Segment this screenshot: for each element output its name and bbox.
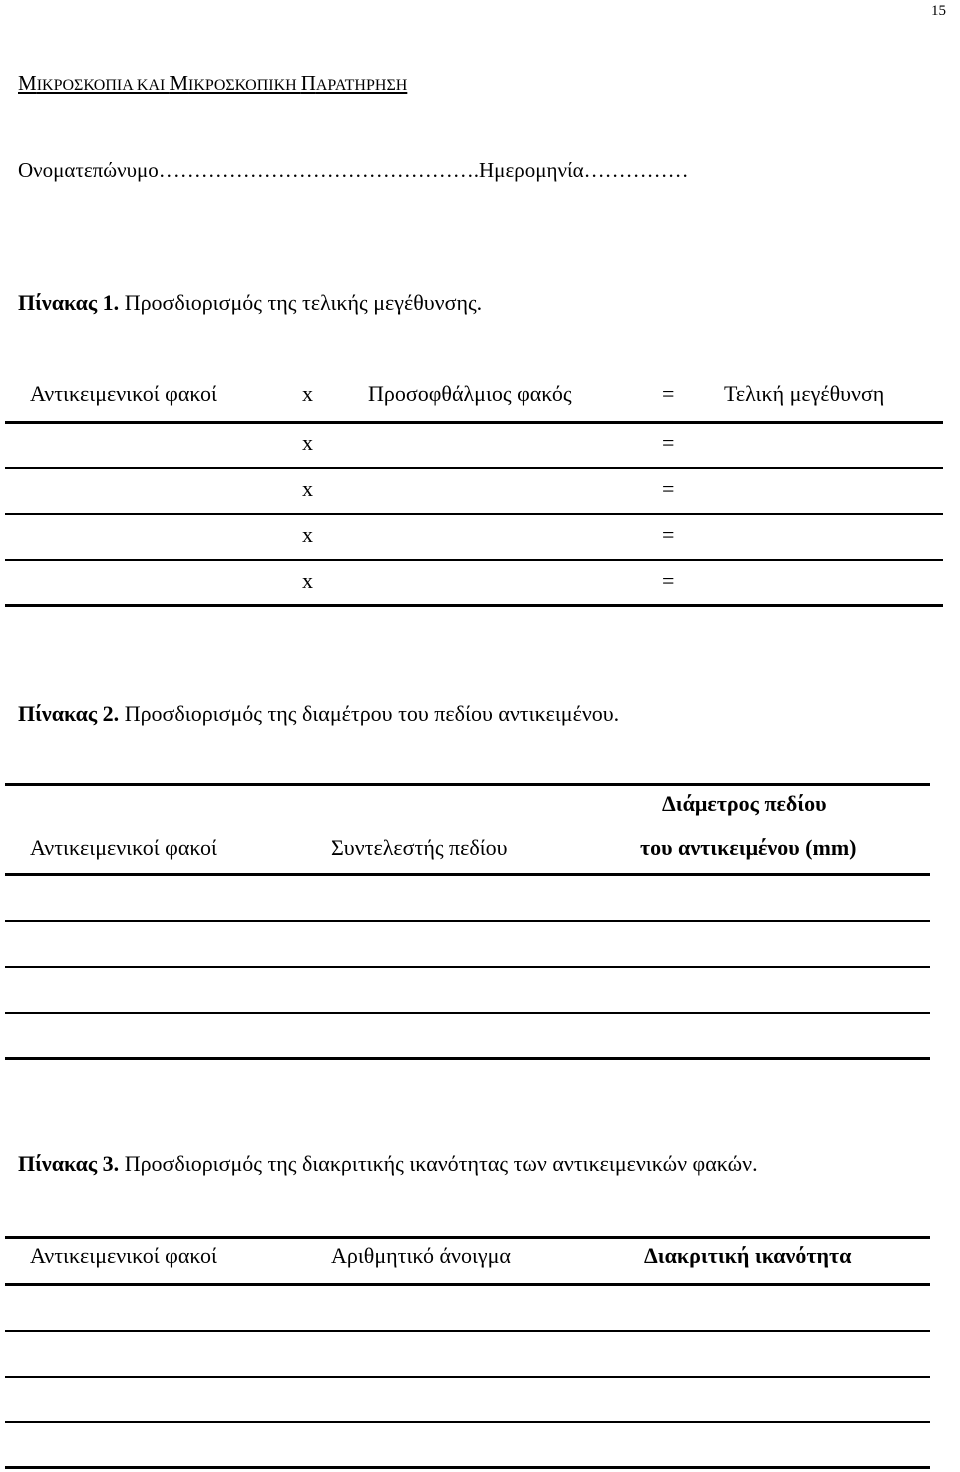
date-dots: …………… [583, 158, 689, 182]
table2-bottom-rule [5, 1057, 930, 1060]
table1-header-objectives: Αντικειμενικοί φακοί [30, 381, 217, 406]
table1-bottom-rule [5, 604, 943, 607]
table2-row-rule [5, 920, 930, 922]
table1-header-final-mag: Τελική μεγέθυνση [724, 381, 885, 406]
table1-row-x: x [302, 476, 313, 501]
table2-header-rule [5, 873, 930, 876]
table3-row-rule [5, 1330, 930, 1332]
table1-row-rule [5, 559, 943, 561]
table1-row-eq: = [662, 568, 675, 593]
table3-bottom-rule [5, 1466, 930, 1469]
table2-header-objectives: Αντικειμενικοί φακοί [30, 835, 217, 860]
table3-header-rule [5, 1283, 930, 1286]
date-label: Ημερομηνία [479, 158, 584, 182]
table2-header-diameter-line2: του αντικειμένου (mm) [640, 835, 857, 860]
table1-row-eq: = [662, 430, 675, 455]
table2-header-field-coef: Συντελεστής πεδίου [331, 835, 508, 860]
table1-row-eq: = [662, 476, 675, 501]
table2-row-rule [5, 1012, 930, 1014]
table1-row-x: x [302, 430, 313, 455]
table3-row-rule [5, 1376, 930, 1378]
table3-header-resolution: Διακριτική ικανότητα [644, 1243, 852, 1268]
table1-row-eq: = [662, 522, 675, 547]
table2-row-rule [5, 966, 930, 968]
name-dots: ………………………………………. [158, 158, 480, 182]
table2-caption: Πίνακας 2. Προσδιορισμός της διαμέτρου του πεδίου αντικειμένου. [18, 701, 620, 726]
table1-header-eyepiece: Προσοφθάλμιος φακός [368, 381, 572, 406]
table3-header-numerical-aperture: Αριθμητικό άνοιγμα [331, 1243, 511, 1268]
name-label: Ονοματεπώνυμο [18, 158, 159, 182]
page-title: ΜΙΚΡΟΣΚΟΠΙΑ ΚΑΙ ΜΙΚΡΟΣΚΟΠΙΚΗ ΠΑΡΑΤΗΡΗΣΗ [18, 71, 408, 95]
table3-caption: Πίνακας 3. Προσδιορισμός της διακριτικής ικανότητας των αντικειμενικών φακών. [18, 1151, 758, 1176]
name-date-line [18, 160, 689, 181]
table1-header-rule [5, 421, 943, 424]
table2-top-rule [5, 783, 930, 786]
table1-row-x: x [302, 522, 313, 547]
table3-header-objectives: Αντικειμενικοί φακοί [30, 1243, 217, 1268]
table1-row-rule [5, 467, 943, 469]
table1-row-x: x [302, 568, 313, 593]
table1-header-equals: = [662, 381, 675, 406]
page-number: 15 [931, 3, 946, 19]
table1-header-x: x [302, 381, 313, 406]
table3-row-rule [5, 1421, 930, 1423]
table3-top-rule [5, 1236, 930, 1239]
table2-header-diameter-line1: Διάμετρος πεδίου [662, 791, 827, 816]
table1-caption: Πίνακας 1. Προσδιορισμός της τελικής μεγέθυνσης. [18, 290, 483, 315]
table1-row-rule [5, 513, 943, 515]
